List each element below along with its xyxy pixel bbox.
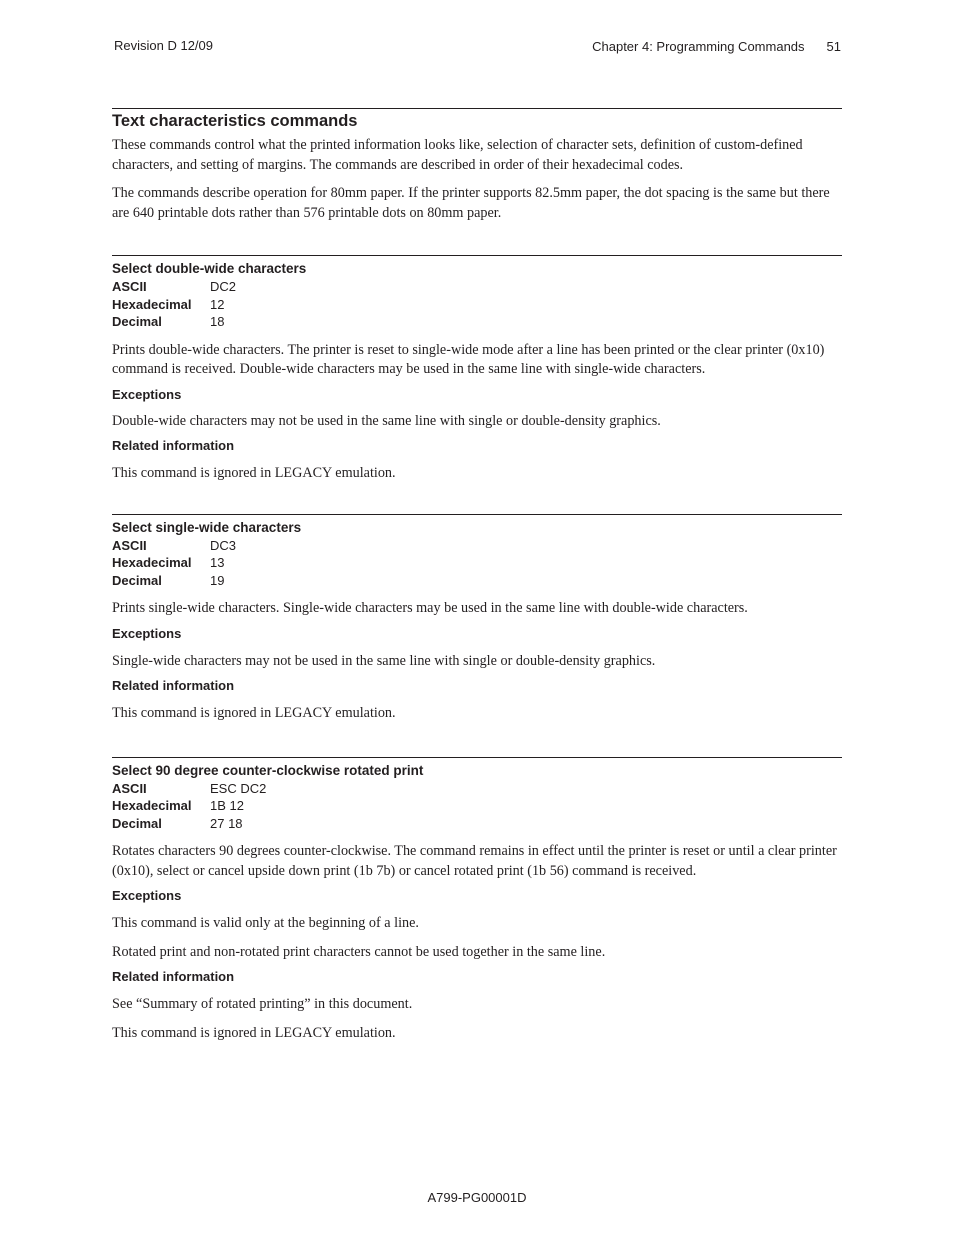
section-rule: [112, 757, 842, 758]
exception-text: Single-wide characters may not be used in the same line with single or double-density graphics.: [112, 652, 656, 669]
related-text: This command is ignored in LEGACY emulation.: [112, 705, 396, 721]
command-codes: [112, 537, 842, 590]
ascii-value: DC2: [210, 279, 237, 294]
hex-label: Hexadecimal: [112, 555, 192, 570]
hex-label: Hexadecimal: [112, 798, 192, 813]
section-title: Select single-wide characters: [112, 519, 302, 535]
related-label: Related information: [112, 678, 235, 693]
exceptions-label: Exceptions: [112, 888, 182, 903]
section-rule: [112, 514, 842, 515]
section-description: Prints single-wide characters. Single-wide characters may be used in the same line with double-wide characters.: [112, 600, 748, 616]
related-label: Related information: [112, 438, 235, 453]
section-description: Rotates characters 90 degrees counter-clockwise. The command remains in effect until the printer is reset or until a clear printer (0x10), select or cancel upside down print (1b 7b) or cancel rotated print (1b 56) command is received.: [112, 843, 837, 879]
exceptions-label: Exceptions: [112, 625, 182, 641]
decimal-value: 27 18: [210, 815, 243, 831]
decimal-label: Decimal: [112, 815, 162, 831]
decimal-label: Decimal: [112, 572, 162, 588]
ascii-value: ESC DC2: [210, 780, 267, 796]
header-chapter: Chapter 4: Programming Commands: [592, 39, 805, 54]
hex-label: Hexadecimal: [112, 296, 192, 312]
decimal-value: 19: [210, 572, 225, 588]
section-description: Prints double-wide characters. The printer is reset to single-wide mode after a line has been printed or the clear printer (0x10) command is received. Double-wide characters may be used in the same line with single-wide characters.: [112, 341, 825, 377]
hex-value: 13: [210, 555, 225, 570]
decimal-value: 18: [210, 314, 225, 329]
ascii-label: ASCII: [112, 279, 147, 294]
hex-value: 12: [210, 296, 225, 312]
page-title: Text characteristics commands: [112, 112, 358, 130]
related-label: Related information: [112, 969, 235, 984]
hex-value: 1B 12: [210, 798, 244, 813]
section-title: Select 90 degree counter-clockwise rotated print: [112, 762, 424, 778]
command-codes: [112, 780, 842, 833]
page-number: 51: [826, 39, 841, 54]
related-text: See “Summary of rotated printing” in this document.: [112, 996, 413, 1012]
ascii-value: DC3: [210, 537, 237, 553]
section-rule: [112, 108, 842, 109]
exception-text: Double-wide characters may not be used in the same line with single or double-density graphics.: [112, 412, 661, 429]
ascii-label: ASCII: [112, 537, 147, 553]
command-section: [112, 514, 842, 724]
header-revision: Revision D 12/09: [114, 38, 213, 53]
decimal-label: Decimal: [112, 314, 162, 329]
section-rule: [112, 255, 842, 256]
command-section: [112, 255, 842, 484]
exception-text: Rotated print and non-rotated print characters cannot be used together in the same line.: [112, 943, 606, 960]
exception-text: This command is valid only at the beginning of a line.: [112, 915, 419, 931]
footer-doc-id: A799-PG00001D: [427, 1190, 527, 1205]
related-text: This command is ignored in LEGACY emulation.: [112, 465, 396, 481]
section-title: Select double-wide characters: [112, 261, 307, 276]
related-text: This command is ignored in LEGACY emulation.: [112, 1024, 396, 1041]
header-chapter-info: [592, 39, 841, 54]
command-section: [112, 757, 842, 1044]
command-codes: [112, 278, 842, 331]
ascii-label: ASCII: [112, 780, 147, 796]
intro-paragraph: These commands control what the printed information looks like, selection of character sets, definition of custom-defined characters, and setting of margins. The commands are described in order of their hexadecimal codes.: [112, 137, 803, 173]
page-content: [112, 108, 842, 1043]
intro-paragraph: The commands describe operation for 80mm paper. If the printer supports 82.5mm paper, the dot spacing is the same but there are 640 printable dots rather than 576 printable dots on 80mm paper.: [112, 185, 830, 221]
exceptions-label: Exceptions: [112, 386, 182, 402]
